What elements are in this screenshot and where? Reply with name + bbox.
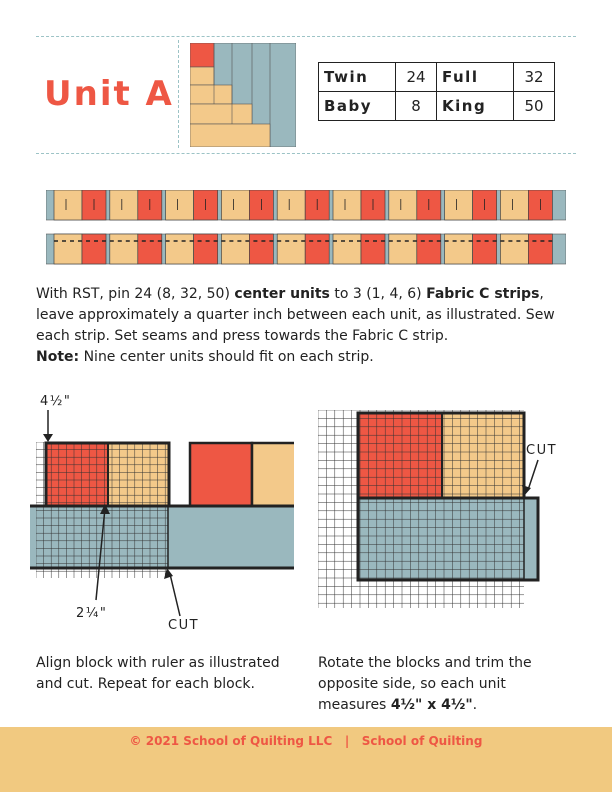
note-text: Nine center units should fit on each strip.: [79, 349, 374, 365]
size-label: Full: [437, 63, 514, 92]
size-count: 50: [514, 92, 555, 121]
instruction-text: , leave approximately a quarter inch between each unit, as illustrated. Sew each strip. Set seams and press towards the Fabric C strip.: [36, 286, 555, 344]
sewn-strip: [46, 234, 566, 264]
title-divider: [178, 40, 179, 148]
center-unit-tan: [333, 234, 361, 264]
page-title: Unit A: [44, 74, 174, 114]
center-unit-tan: [277, 190, 305, 220]
cut-label-left: CUT: [168, 618, 200, 633]
size-count: 32: [514, 63, 555, 92]
center-unit-tan: [500, 234, 528, 264]
measure-4-5-label: 4½": [40, 394, 72, 409]
center-unit-red: [138, 234, 162, 264]
footer-brand-link[interactable]: School of Quilting: [361, 734, 483, 748]
left-caption: Align block with ruler as illustrated and cut. Repeat for each block.: [36, 655, 280, 692]
center-unit-tan: [166, 234, 194, 264]
center-unit-tan: [54, 234, 82, 264]
strip-diagram: [46, 190, 566, 266]
footer-text: [0, 734, 612, 748]
instruction-text: With RST, pin 24 (8, 32, 50): [36, 286, 235, 302]
center-unit-red: [194, 234, 218, 264]
caption-text: .: [472, 697, 478, 713]
right-cut-diagram: [316, 408, 546, 610]
note-label: Note:: [36, 349, 80, 365]
center-unit-red: [417, 234, 441, 264]
size-label: Twin: [319, 63, 396, 92]
measure-2-25-label: 2¼": [76, 606, 108, 621]
caption-measure: 4½" x 4½": [390, 697, 473, 713]
top-dashed-rule: [36, 36, 576, 37]
center-unit-tan: [166, 190, 194, 220]
size-label: King: [437, 92, 514, 121]
size-count: 24: [396, 63, 437, 92]
instructions-paragraph: [36, 284, 576, 368]
center-unit-tan: [110, 234, 138, 264]
center-unit-tan: [389, 190, 417, 220]
header-dashed-rule: [36, 153, 576, 154]
footer-separator: |: [344, 734, 350, 748]
quantity-table: [318, 62, 555, 121]
center-unit-tan: [221, 190, 249, 220]
right-caption: [318, 653, 558, 716]
center-unit-red: [361, 234, 385, 264]
center-unit-red: [82, 234, 106, 264]
center-unit-red: [305, 234, 329, 264]
table-row: [319, 92, 555, 121]
center-unit-tan: [221, 234, 249, 264]
center-unit-red: [249, 234, 273, 264]
cut-label-right: CUT: [526, 443, 558, 458]
instruction-bold: center units: [234, 286, 330, 302]
copyright-text: © 2021 School of Quilting LLC: [129, 734, 333, 748]
size-count: 8: [396, 92, 437, 121]
center-unit-tan: [110, 190, 138, 220]
center-unit-tan: [500, 190, 528, 220]
center-unit-tan: [389, 234, 417, 264]
center-unit-red: [528, 234, 552, 264]
instruction-text: to 3 (1, 4, 6): [329, 286, 427, 302]
pinned-strip: [46, 190, 566, 220]
center-unit-tan: [277, 234, 305, 264]
instruction-bold: Fabric C strips: [426, 286, 540, 302]
center-unit-tan: [445, 234, 473, 264]
center-unit-tan: [445, 190, 473, 220]
caption-text: Rotate the blocks and trim the opposite side, so each unit measures: [318, 655, 532, 713]
size-label: Baby: [319, 92, 396, 121]
center-unit-red: [473, 234, 497, 264]
unit-a-icon: [190, 43, 296, 147]
table-row: [319, 63, 555, 92]
center-unit-tan: [333, 190, 361, 220]
center-unit-tan: [54, 190, 82, 220]
left-cut-diagram: [30, 388, 300, 650]
